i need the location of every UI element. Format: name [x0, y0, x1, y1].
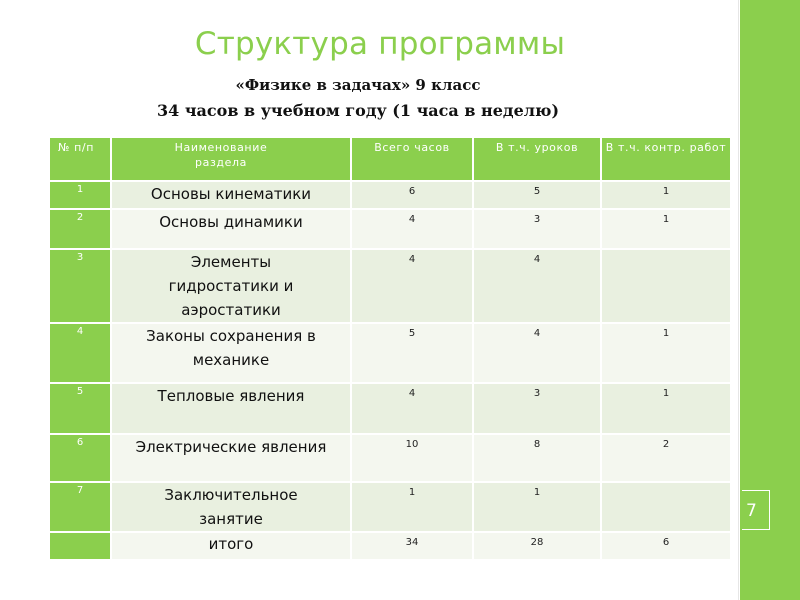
- row-lessons: 28: [473, 532, 601, 560]
- row-number: 2: [49, 209, 111, 249]
- page-number: 7: [742, 490, 770, 530]
- row-total-hours: 5: [351, 323, 473, 383]
- row-total-hours: 4: [351, 209, 473, 249]
- row-tests: 1: [601, 383, 731, 434]
- row-lessons: 1: [473, 482, 601, 532]
- table-row: [49, 323, 731, 383]
- row-number: 7: [49, 482, 111, 532]
- row-section-name: Законы сохранения в механике: [111, 323, 351, 383]
- row-tests: 2: [601, 434, 731, 482]
- row-tests: 6: [601, 532, 731, 560]
- row-section-name: Заключительное занятие: [111, 482, 351, 532]
- table-row: [49, 434, 731, 482]
- row-number: 4: [49, 323, 111, 383]
- table-row: [49, 181, 731, 209]
- row-total-hours: 4: [351, 383, 473, 434]
- row-total-hours: 34: [351, 532, 473, 560]
- header-tests: В т.ч. контр. работ: [601, 137, 731, 181]
- header-number: № п/п: [49, 137, 111, 181]
- row-lessons: 4: [473, 249, 601, 323]
- row-tests: [601, 249, 731, 323]
- row-total-hours: 1: [351, 482, 473, 532]
- header-section-name: Наименование раздела: [111, 137, 351, 181]
- row-tests: 1: [601, 323, 731, 383]
- table-row: [49, 249, 731, 323]
- row-section-name: Тепловые явления: [111, 383, 351, 434]
- table-header-row: [49, 137, 731, 181]
- row-section-name: Основы динамики: [111, 209, 351, 249]
- slide-title: Структура программы: [194, 26, 566, 62]
- row-number: [49, 532, 111, 560]
- row-section-name: Основы кинематики: [111, 181, 351, 209]
- table-total-row: [49, 532, 731, 560]
- row-number: 6: [49, 434, 111, 482]
- table-row: [49, 383, 731, 434]
- row-total-hours: 6: [351, 181, 473, 209]
- table-row: [49, 482, 731, 532]
- row-lessons: 4: [473, 323, 601, 383]
- row-lessons: 3: [473, 383, 601, 434]
- header-lessons: В т.ч. уроков: [473, 137, 601, 181]
- row-lessons: 8: [473, 434, 601, 482]
- row-lessons: 5: [473, 181, 601, 209]
- side-divider-line: [738, 0, 739, 600]
- course-subtitle: «Физике в задачах» 9 класс: [235, 76, 481, 94]
- table-row: [49, 209, 731, 249]
- row-section-name: Электрические явления: [111, 434, 351, 482]
- program-table: [48, 136, 732, 561]
- row-number: 3: [49, 249, 111, 323]
- row-tests: [601, 482, 731, 532]
- row-total-hours: 4: [351, 249, 473, 323]
- row-section-name: итого: [111, 532, 351, 560]
- row-tests: 1: [601, 181, 731, 209]
- row-number: 1: [49, 181, 111, 209]
- row-section-name: Элементы гидростатики и аэростатики: [111, 249, 351, 323]
- hours-subtitle: 34 часов в учебном году (1 часа в неделю): [156, 101, 560, 120]
- header-total-hours: Всего часов: [351, 137, 473, 181]
- row-number: 5: [49, 383, 111, 434]
- row-lessons: 3: [473, 209, 601, 249]
- row-total-hours: 10: [351, 434, 473, 482]
- row-tests: 1: [601, 209, 731, 249]
